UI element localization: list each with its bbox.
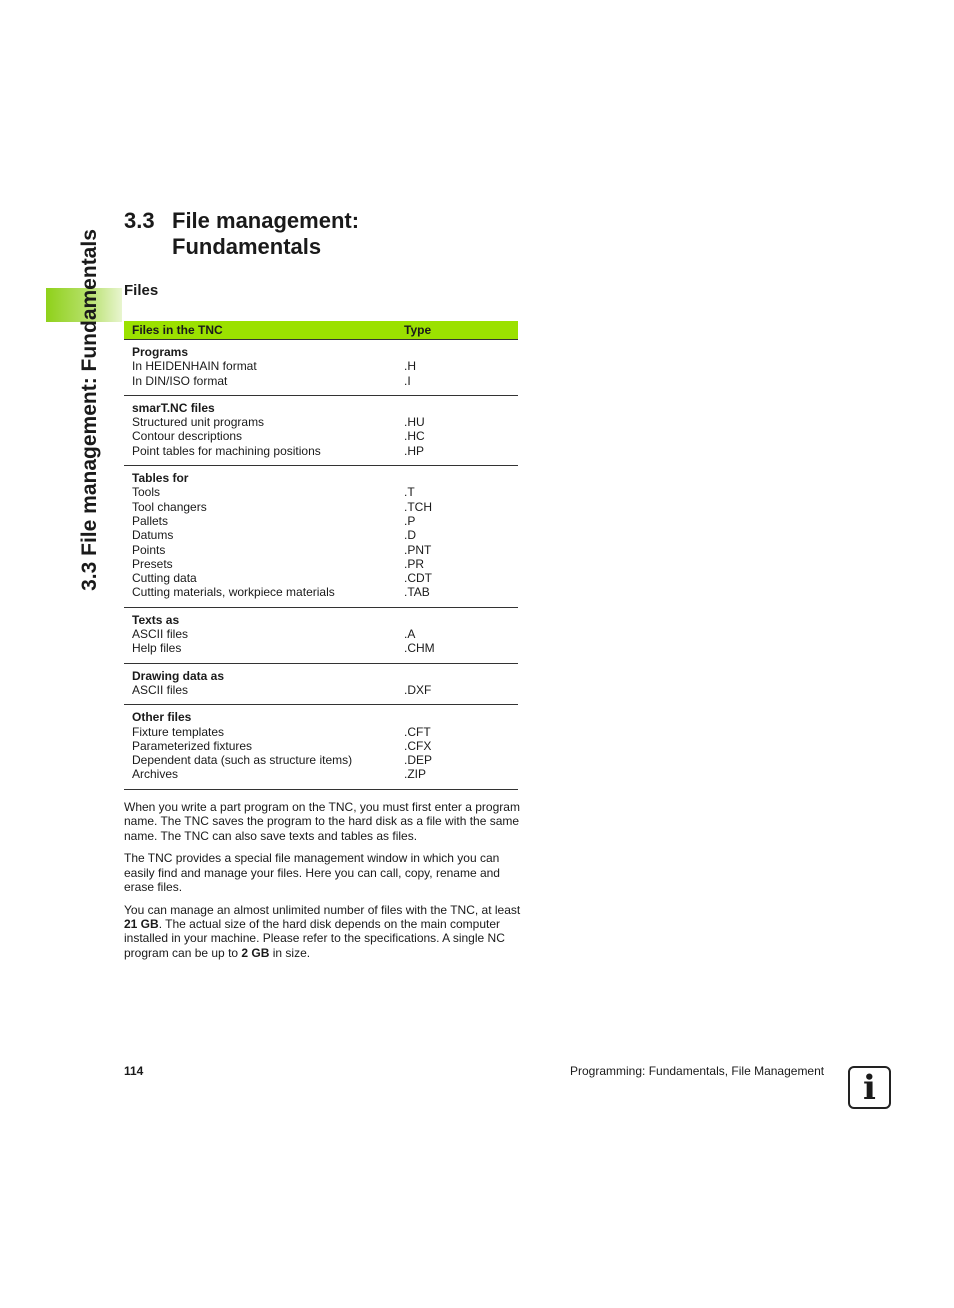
file-kind-cell: Presets — [132, 556, 173, 571]
group-title-text: Tables for — [132, 471, 189, 486]
file-kind-cell: Points — [132, 542, 166, 557]
paragraph: The TNC provides a special file management window in which you can easily find and manage your files. Here you can call, copy, rename and erase files. — [124, 851, 500, 894]
section-number: 3.3 — [124, 208, 155, 233]
file-extension-cell: .PR — [404, 556, 425, 571]
group-title-text: Programs — [132, 345, 189, 359]
file-kind-cell: Tools — [132, 485, 161, 500]
table-row — [124, 571, 518, 585]
table-group — [124, 608, 518, 664]
table-row — [124, 683, 518, 697]
section-title: File management: Fundamentals — [172, 208, 360, 259]
body-text — [124, 800, 522, 968]
file-kind-cell: Datums — [132, 528, 174, 543]
table-row — [124, 374, 518, 388]
group-title-text: Drawing data as — [132, 668, 225, 683]
file-extension-cell: .CHM — [404, 641, 435, 656]
table-row — [124, 739, 518, 753]
paragraph: When you write a part program on the TNC, you must first enter a program name. The TNC saves the program to the hard disk as a file with the same name. The TNC can also save texts and tables as files. — [124, 800, 520, 843]
table-row — [124, 767, 518, 781]
file-extension-cell: .P — [404, 513, 416, 528]
file-extension-cell: .CFX — [404, 738, 432, 753]
table-group — [124, 340, 518, 396]
header-type: Type — [404, 323, 432, 337]
file-kind-cell: Parameterized fixtures — [132, 738, 253, 753]
table-body — [124, 340, 518, 790]
group-title — [124, 710, 518, 724]
table-row — [124, 514, 518, 528]
file-extension-cell: .I — [404, 373, 411, 388]
text-run: in size. — [269, 945, 311, 960]
file-types-table — [124, 321, 518, 790]
table-row — [124, 557, 518, 571]
table-row — [124, 429, 518, 443]
file-extension-cell: .D — [404, 528, 416, 543]
group-title — [124, 345, 518, 359]
file-extension-cell: .TCH — [404, 499, 432, 514]
table-row — [124, 725, 518, 739]
file-extension-cell: .DXF — [404, 682, 432, 697]
file-extension-cell: .A — [404, 627, 416, 642]
group-title — [124, 471, 518, 485]
file-kind-cell: In HEIDENHAIN format — [132, 359, 257, 374]
bold-value: 2 GB — [241, 945, 270, 960]
file-extension-cell: .CFT — [404, 724, 431, 739]
table-row — [124, 485, 518, 499]
subheading: Files — [124, 282, 159, 299]
file-extension-cell: .CDT — [404, 571, 432, 586]
group-title — [124, 613, 518, 627]
group-title — [124, 669, 518, 683]
file-kind-cell: Fixture templates — [132, 724, 225, 739]
file-kind-cell: Archives — [132, 767, 179, 782]
group-title-text: smarT.NC files — [132, 400, 215, 415]
table-row — [124, 444, 518, 458]
file-kind-cell: Structured unit programs — [132, 415, 265, 430]
table-group — [124, 396, 518, 466]
group-title-text: Other files — [132, 710, 192, 725]
file-kind-cell: Help files — [132, 641, 182, 656]
file-kind-cell: Point tables for machining positions — [132, 443, 321, 458]
header-files: Files in the TNC — [132, 323, 223, 337]
table-row — [124, 641, 518, 655]
file-kind-cell: Contour descriptions — [132, 429, 243, 444]
sidebar-section-title: 3.3 File management: Fundamentals — [78, 229, 101, 591]
table-row — [124, 627, 518, 641]
bold-value: 21 GB — [124, 917, 159, 932]
group-title-text: Texts as — [132, 612, 180, 627]
table-row — [124, 528, 518, 542]
file-kind-cell: Pallets — [132, 513, 169, 528]
table-group — [124, 705, 518, 789]
file-kind-cell: ASCII files — [132, 682, 189, 697]
file-extension-cell: .HC — [404, 429, 425, 444]
file-kind-cell: ASCII files — [132, 627, 189, 642]
page-number: 114 — [124, 1064, 144, 1078]
file-extension-cell: .T — [404, 485, 415, 500]
file-extension-cell: .TAB — [404, 585, 430, 600]
table-row — [124, 359, 518, 373]
text-run: You can manage an almost unlimited number of files with the TNC, at least — [124, 902, 521, 917]
table-header — [124, 321, 518, 340]
table-row — [124, 753, 518, 767]
table-row — [124, 500, 518, 514]
table-row — [124, 585, 518, 599]
info-icon: i — [848, 1066, 891, 1109]
file-extension-cell: .DEP — [404, 753, 433, 768]
file-extension-cell: .HU — [404, 415, 425, 430]
file-extension-cell: .PNT — [404, 542, 432, 557]
file-extension-cell: .H — [404, 359, 416, 374]
table-group — [124, 664, 518, 706]
text-run: . The actual size of the hard disk depends on the main computer installed in your machine. Please refer to the specifications. A single NC program can be up to — [124, 917, 505, 960]
file-kind-cell: Tool changers — [132, 499, 207, 514]
file-kind-cell: Cutting data — [132, 571, 197, 586]
paragraph — [124, 903, 522, 960]
group-title — [124, 401, 518, 415]
file-kind-cell: Dependent data (such as structure items) — [132, 753, 353, 768]
file-extension-cell: .HP — [404, 443, 425, 458]
table-group — [124, 466, 518, 608]
file-kind-cell: In DIN/ISO format — [132, 373, 228, 388]
footer-chapter-text: Programming: Fundamentals, File Management — [570, 1064, 825, 1078]
file-kind-cell: Cutting materials, workpiece materials — [132, 585, 335, 600]
table-row — [124, 415, 518, 429]
file-extension-cell: .ZIP — [404, 767, 427, 782]
table-row — [124, 543, 518, 557]
